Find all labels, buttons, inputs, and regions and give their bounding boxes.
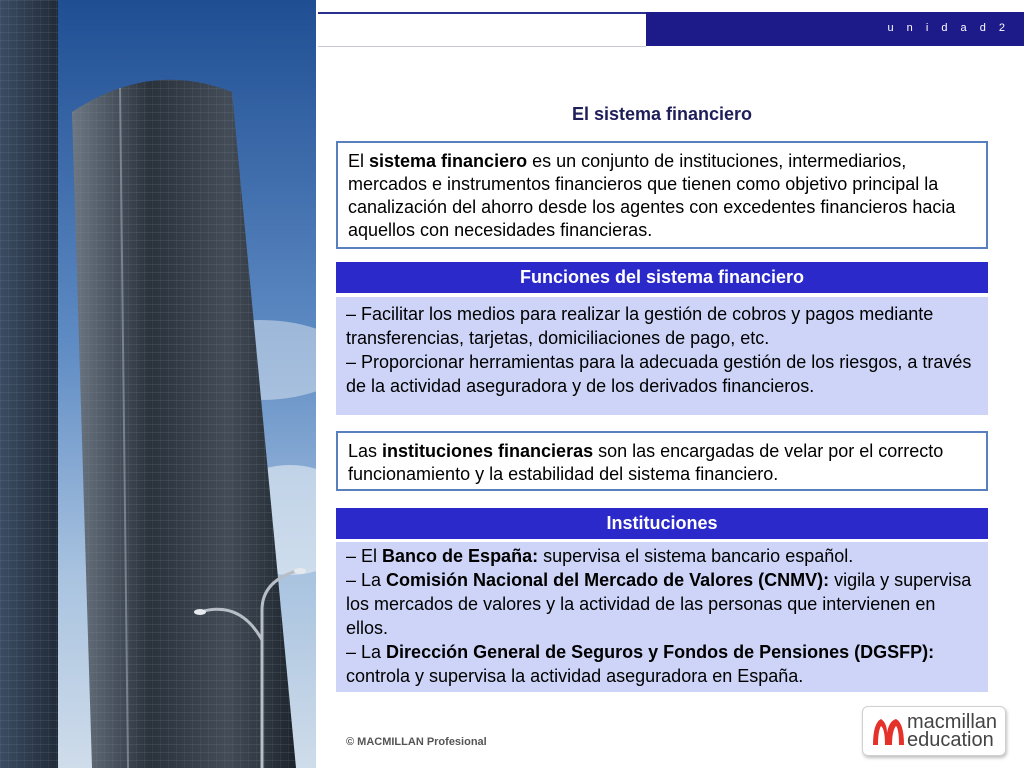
institution-item-pre: – La bbox=[346, 642, 387, 662]
definition-post: es un conjunto de instituciones, intermediarios, mercados e instrumentos financieros que tienen como objetivo principal la canalización del ahorro desde los agentes con excedentes financieros hacia aquellos con necesidades financieras. bbox=[348, 151, 956, 240]
page-title: El sistema financiero bbox=[571, 104, 753, 124]
functions-header: Funciones del sistema financiero bbox=[336, 262, 988, 293]
institution-item bbox=[346, 544, 978, 568]
institution-item-bold: Comisión Nacional del Mercado de Valores (CNMV): bbox=[386, 570, 830, 590]
skyscraper-photo bbox=[0, 0, 316, 768]
copyright-text: © MACMILLAN Profesional bbox=[346, 736, 487, 748]
institution-item-bold: Dirección General de Seguros y Fondos de Pensiones (DGSFP): bbox=[386, 642, 935, 662]
institutions-list bbox=[336, 542, 988, 692]
definition-bold: sistema financiero bbox=[369, 151, 528, 171]
logo-line2: education bbox=[907, 729, 994, 751]
header-bar-right bbox=[646, 12, 1024, 46]
institution-item-post: controla y supervisa la actividad aseguradora en España. bbox=[346, 666, 804, 686]
logo-line1: macmillan bbox=[907, 711, 998, 733]
institution-item bbox=[346, 568, 978, 640]
institutions-header: Instituciones bbox=[336, 508, 988, 539]
institutions-intro-box bbox=[336, 431, 988, 491]
institution-item-post: supervisa el sistema bancario español. bbox=[538, 546, 854, 566]
functions-list bbox=[336, 297, 988, 415]
institution-item-post: vigila y supervisa los mercados de valores y la actividad de las personas que intervienen en ellos. bbox=[346, 570, 972, 638]
function-item: – Proporcionar herramientas para la adecuada gestión de los riesgos, a través de la actividad aseguradora y de los derivados financieros. bbox=[346, 352, 972, 396]
institution-item-pre: – La bbox=[346, 570, 387, 590]
macmillan-logo bbox=[862, 706, 1006, 756]
intro-post: son las encargadas de velar por el correcto funcionamiento y la estabilidad del sistema financiero. bbox=[348, 441, 944, 484]
function-item: – Facilitar los medios para realizar la gestión de cobros y pagos mediante transferencias, tarjetas, domiciliaciones de pago, etc. bbox=[346, 304, 934, 348]
definition-box bbox=[336, 141, 988, 249]
intro-pre: Las bbox=[348, 441, 383, 461]
header-bar-left bbox=[318, 12, 646, 47]
unit-label: u n i d a d 2 bbox=[887, 22, 1010, 34]
institution-item-pre: – El bbox=[346, 546, 383, 566]
intro-bold: instituciones financieras bbox=[382, 441, 594, 461]
macmillan-logo-icon bbox=[869, 711, 909, 751]
definition-pre: El bbox=[348, 151, 370, 171]
institution-item bbox=[346, 640, 978, 688]
logo-wordmark bbox=[907, 713, 997, 749]
institution-item-bold: Banco de España: bbox=[382, 546, 539, 566]
